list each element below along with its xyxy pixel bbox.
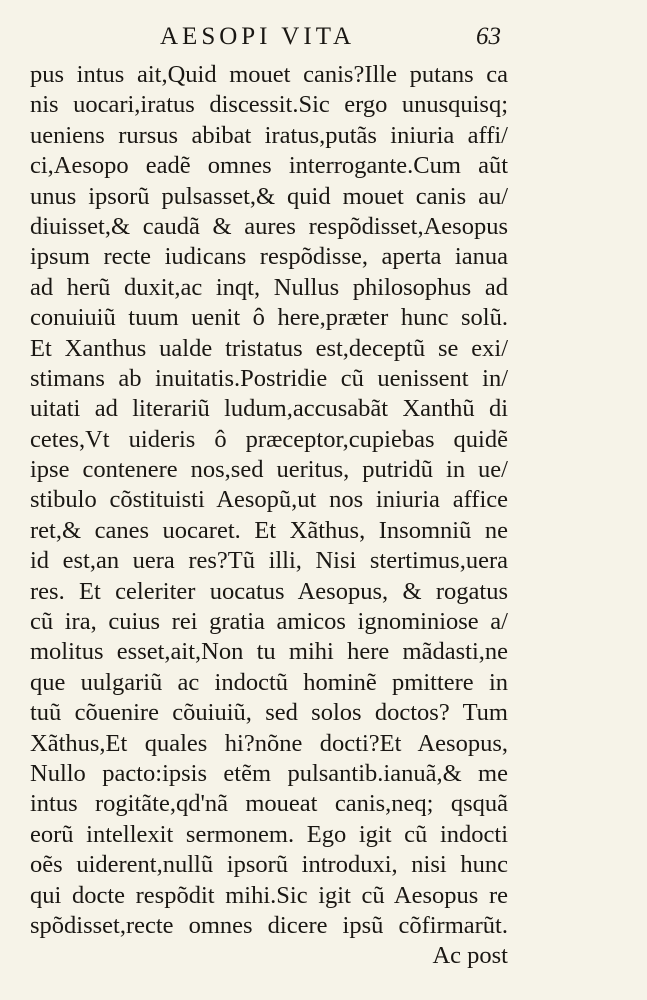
text-line: ci,Aesopo eadẽ omnes interrogante.Cum aũt [30, 152, 508, 180]
text-line: cũ ira, cuius rei gratia amicos ignominiose a/ [30, 608, 508, 636]
text-line: intus rogitãte,qd'nã moueat canis,neq; qsquã [30, 790, 508, 818]
text-line: nis uocari,iratus discessit.Sic ergo unusquisq; [30, 91, 508, 119]
text-line: stibulo cõstituisti Aesopũ,ut nos iniuria affice [30, 486, 508, 514]
text-line: diuisset,& caudã & aures respõdisset,Aesopus [30, 212, 508, 240]
text-line: ueniens rursus abibat iratus,putãs iniuria affi/ [30, 121, 508, 149]
text-line: uitati ad literariũ ludum,accusabãt Xanthũ di [30, 395, 508, 423]
body-text [30, 60, 508, 972]
text-line: eorũ intellexit sermonem. Ego igit cũ indocti [30, 820, 508, 848]
text-line: Nullo pacto:ipsis etẽm pulsantib.ianuã,& me [30, 759, 508, 787]
text-line: que uulgariũ ac indoctũ hominẽ pmittere in [30, 668, 508, 696]
text-line: unus ipsorũ pulsasset,& quid mouet canis au/ [30, 182, 508, 210]
text-line: ad herũ duxit,ac inqt, Nullus philosophus ad [30, 273, 508, 301]
text-line: ipsum recte iudicans respõdisse, aperta ianua [30, 243, 508, 271]
text-line: Et Xanthus ualde tristatus est,deceptũ se exi/ [30, 334, 508, 362]
catchword-line: Ac post [432, 942, 508, 970]
text-line: pus intus ait,Quid mouet canis?Ille putans ca [30, 61, 508, 88]
text-line: oẽs uiderent,nullũ ipsorũ introduxi, nisi hunc [30, 851, 508, 879]
text-line: stimans ab inuitatis.Postridie cũ uenissent in/ [30, 364, 508, 392]
text-line: qui docte respõdit mihi.Sic igit cũ Aesopus re [30, 881, 508, 909]
text-line: tuũ cõuenire cõuiuiũ, sed solos doctos? Tum [30, 699, 508, 727]
text-line: ret,& canes uocaret. Et Xãthus, Insomniũ ne [30, 516, 508, 544]
text-line: Xãthus,Et quales hi?nõne docti?Et Aesopus, [30, 729, 508, 757]
text-line: ipse contenere nos,sed ueritus, putridũ in ue/ [30, 456, 508, 484]
text-line: spõdisset,recte omnes dicere ipsũ cõfirmarũt. [30, 911, 508, 939]
text-line: conuiuiũ tuum uenit ô here,præter hunc solũ. [30, 304, 508, 332]
text-line: id est,an uera res?Tũ illi, Nisi stertimus,uera [30, 547, 508, 575]
text-line: res. Et celeriter uocatus Aesopus, & rogatus [30, 577, 508, 605]
text-line: cetes,Vt uideris ô præceptor,cupiebas quidẽ [30, 425, 508, 453]
running-head [0, 18, 647, 54]
running-title: AESOPI VITA [160, 23, 356, 50]
page-number: 63 [476, 23, 501, 50]
text-line: molitus esset,ait,Non tu mihi here mãdasti,ne [30, 638, 508, 666]
